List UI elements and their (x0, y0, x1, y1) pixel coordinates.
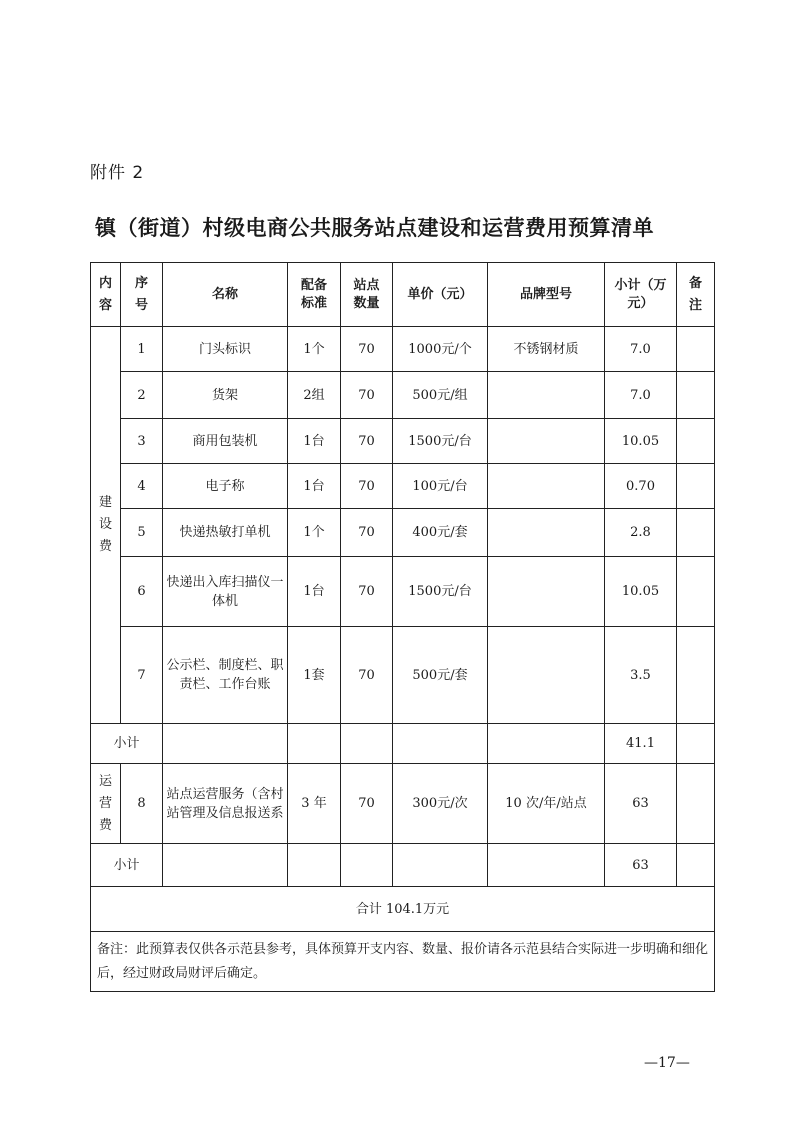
header-subtotal: 小计（万元） (605, 263, 677, 327)
cell-brand: 10 次/年/站点 (488, 764, 605, 844)
cell-standard: 1套 (288, 627, 341, 724)
cell-name: 公示栏、制度栏、职责栏、工作台账 (163, 627, 288, 724)
table-row (91, 419, 715, 464)
cell-standard: 1台 (288, 464, 341, 509)
cell-brand (488, 464, 605, 509)
subtotal-value: 41.1 (605, 724, 677, 764)
cell-subtotal: 63 (605, 764, 677, 844)
cell-subtotal: 10.05 (605, 557, 677, 627)
cell-remark (677, 509, 715, 557)
construction-category: 建设费 (91, 327, 121, 724)
table-row (91, 464, 715, 509)
cell-unit-price: 1000元/个 (393, 327, 488, 372)
cell-name: 商用包装机 (163, 419, 288, 464)
cell-subtotal: 7.0 (605, 327, 677, 372)
operation-subtotal-row (91, 844, 715, 887)
cell-unit-price: 500元/套 (393, 627, 488, 724)
cell-sites: 70 (341, 764, 393, 844)
cell-sites: 70 (341, 372, 393, 419)
budget-table (90, 262, 715, 992)
total-row (91, 887, 715, 932)
cell-seq: 5 (121, 509, 163, 557)
header-seq: 序号 (121, 263, 163, 327)
cell-standard: 1个 (288, 509, 341, 557)
cell-standard: 1台 (288, 419, 341, 464)
cell-sites: 70 (341, 464, 393, 509)
header-sites: 站点数量 (341, 263, 393, 327)
header-content: 内容 (91, 263, 121, 327)
cell-remark (677, 419, 715, 464)
table-row (91, 372, 715, 419)
cell-remark (677, 764, 715, 844)
cell-unit-price: 100元/台 (393, 464, 488, 509)
cell-subtotal: 3.5 (605, 627, 677, 724)
cell-sites: 70 (341, 509, 393, 557)
cell-unit-price: 1500元/台 (393, 557, 488, 627)
attachment-label: 附件 2 (90, 163, 145, 183)
cell-brand (488, 372, 605, 419)
page-title: 镇（街道）村级电商公共服务站点建设和运营费用预算清单 (95, 216, 654, 240)
cell-name: 门头标识 (163, 327, 288, 372)
table-row (91, 327, 715, 372)
cell-name: 快递热敏打单机 (163, 509, 288, 557)
cell-unit-price: 1500元/台 (393, 419, 488, 464)
header-brand: 品牌型号 (488, 263, 605, 327)
table-row (91, 764, 715, 844)
cell-unit-price: 300元/次 (393, 764, 488, 844)
cell-remark (677, 627, 715, 724)
cell-name: 货架 (163, 372, 288, 419)
cell-remark (677, 372, 715, 419)
cell-name: 站点运营服务（含村站管理及信息报送系 (163, 764, 288, 844)
cell-subtotal: 7.0 (605, 372, 677, 419)
cell-brand: 不锈钢材质 (488, 327, 605, 372)
header-row (91, 263, 715, 327)
cell-seq: 3 (121, 419, 163, 464)
header-remark: 备注 (677, 263, 715, 327)
table-row (91, 509, 715, 557)
note-row (91, 932, 715, 992)
subtotal-label: 小计 (91, 844, 163, 887)
operation-category: 运营费 (91, 764, 121, 844)
cell-remark (677, 327, 715, 372)
cell-standard: 1台 (288, 557, 341, 627)
construction-subtotal-row (91, 724, 715, 764)
cell-subtotal: 2.8 (605, 509, 677, 557)
budget-note: 备注：此预算表仅供各示范县参考，具体预算开支内容、数量、报价请各示范县结合实际进一步明确和细化后，经过财政局财评后确定。 (91, 932, 715, 992)
cell-seq: 1 (121, 327, 163, 372)
cell-subtotal: 0.70 (605, 464, 677, 509)
table-row (91, 557, 715, 627)
subtotal-label: 小计 (91, 724, 163, 764)
cell-standard: 3 年 (288, 764, 341, 844)
cell-brand (488, 627, 605, 724)
cell-brand (488, 419, 605, 464)
header-standard: 配备标准 (288, 263, 341, 327)
grand-total: 合计 104.1万元 (91, 887, 715, 932)
cell-brand (488, 557, 605, 627)
subtotal-value: 63 (605, 844, 677, 887)
cell-seq: 6 (121, 557, 163, 627)
cell-name: 快递出入库扫描仪一体机 (163, 557, 288, 627)
header-name: 名称 (163, 263, 288, 327)
cell-standard: 1个 (288, 327, 341, 372)
cell-standard: 2组 (288, 372, 341, 419)
cell-subtotal: 10.05 (605, 419, 677, 464)
header-unit-price: 单价（元） (393, 263, 488, 327)
cell-sites: 70 (341, 557, 393, 627)
cell-name: 电子称 (163, 464, 288, 509)
cell-remark (677, 464, 715, 509)
cell-seq: 2 (121, 372, 163, 419)
cell-sites: 70 (341, 327, 393, 372)
cell-brand (488, 509, 605, 557)
cell-remark (677, 557, 715, 627)
cell-unit-price: 500元/组 (393, 372, 488, 419)
cell-seq: 4 (121, 464, 163, 509)
cell-sites: 70 (341, 419, 393, 464)
page-number: —17— (644, 1055, 690, 1071)
cell-seq: 7 (121, 627, 163, 724)
table-row (91, 627, 715, 724)
cell-sites: 70 (341, 627, 393, 724)
cell-unit-price: 400元/套 (393, 509, 488, 557)
cell-seq: 8 (121, 764, 163, 844)
